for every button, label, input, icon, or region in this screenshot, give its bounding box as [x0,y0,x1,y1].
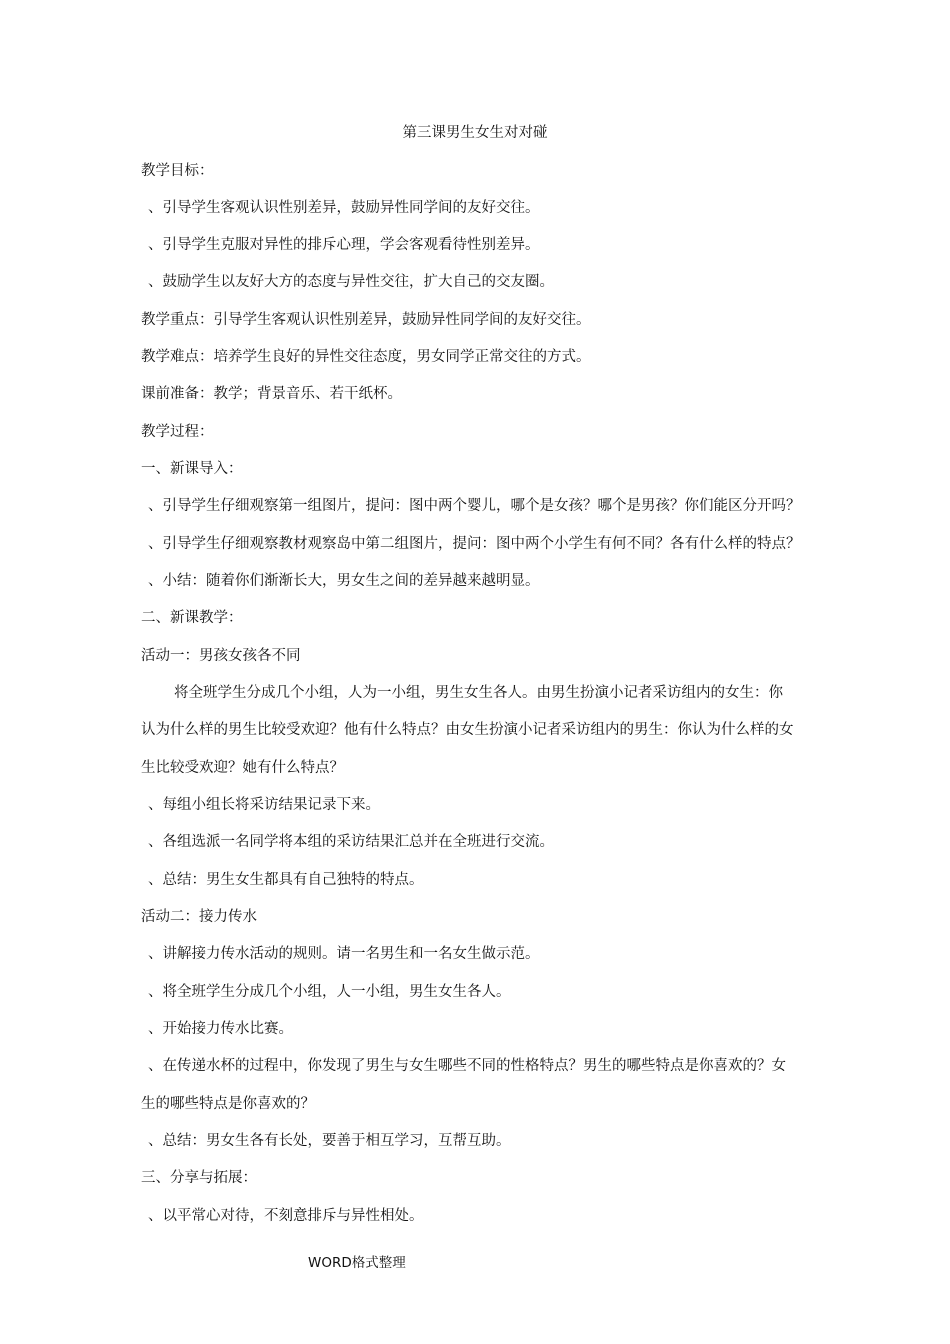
list-item: 、将全班学生分成几个小组，人一小组，男生女生各人。 [148,984,511,1000]
difficulty-line: 教学难点：培养学生良好的异性交往态度，男女同学正常交往的方式。 [141,349,591,365]
list-item: 、每组小组长将采访结果记录下来。 [148,797,380,813]
section-heading-teaching: 二、新课教学： [141,610,243,626]
list-item: 、引导学生仔细观察第一组图片，提问：图中两个婴儿，哪个是女孩？哪个是男孩？你们能区分开吗？ [148,498,801,514]
list-item: 、总结：男生女生都具有自己独特的特点。 [148,872,424,888]
section-heading-intro: 一、新课导入： [141,461,243,477]
list-item: 、引导学生客观认识性别差异，鼓励异性同学间的友好交往。 [148,200,540,216]
list-item: 、各组选派一名同学将本组的采访结果汇总并在全班进行交流。 [148,834,554,850]
paragraph-line: 生比较受欢迎？她有什么特点？ [141,760,344,776]
list-item: 、总结：男女生各有长处，要善于相互学习，互帮互助。 [148,1133,511,1149]
list-item: 、以平常心对待，不刻意排斥与异性相处。 [148,1208,424,1224]
section-heading-share: 三、分享与拓展： [141,1170,257,1186]
list-item: 、讲解接力传水活动的规则。请一名男生和一名女生做示范。 [148,946,540,962]
paragraph-line: 生的哪些特点是你喜欢的？ [141,1096,315,1112]
section-heading-objectives: 教学目标： [141,163,214,179]
paragraph-line: 将全班学生分成几个小组，人为一小组，男生女生各人。由男生扮演小记者采访组内的女生：你 [174,685,783,701]
list-item: 、小结：随着你们渐渐长大，男女生之间的差异越来越明显。 [148,573,540,589]
list-item: 、引导学生仔细观察教材观察岛中第二组图片，提问：图中两个小学生有何不同？各有什么样的特点？ [148,536,801,552]
key-point-line: 教学重点：引导学生客观认识性别差异，鼓励异性同学间的友好交往。 [141,312,591,328]
activity-heading-1: 活动一：男孩女孩各不同 [141,648,301,664]
list-item: 、开始接力传水比赛。 [148,1021,293,1037]
activity-heading-2: 活动二：接力传水 [141,909,257,925]
paragraph-line: 认为什么样的男生比较受欢迎？他有什么特点？由女生扮演小记者采访组内的男生：你认为什么样的女 [141,722,794,738]
footer-note: WORD格式整理 [308,1255,406,1271]
list-item: 、在传递水杯的过程中，你发现了男生与女生哪些不同的性格特点？男生的哪些特点是你喜欢的？女 [148,1058,786,1074]
list-item: 、鼓励学生以友好大方的态度与异性交往，扩大自己的交友圈。 [148,274,554,290]
page-title: 第三课男生女生对对碰 [402,125,548,141]
section-heading-process: 教学过程： [141,424,214,440]
preparation-line: 课前准备：教学；背景音乐、若干纸杯。 [141,386,402,402]
list-item: 、引导学生克服对异性的排斥心理，学会客观看待性别差异。 [148,237,540,253]
